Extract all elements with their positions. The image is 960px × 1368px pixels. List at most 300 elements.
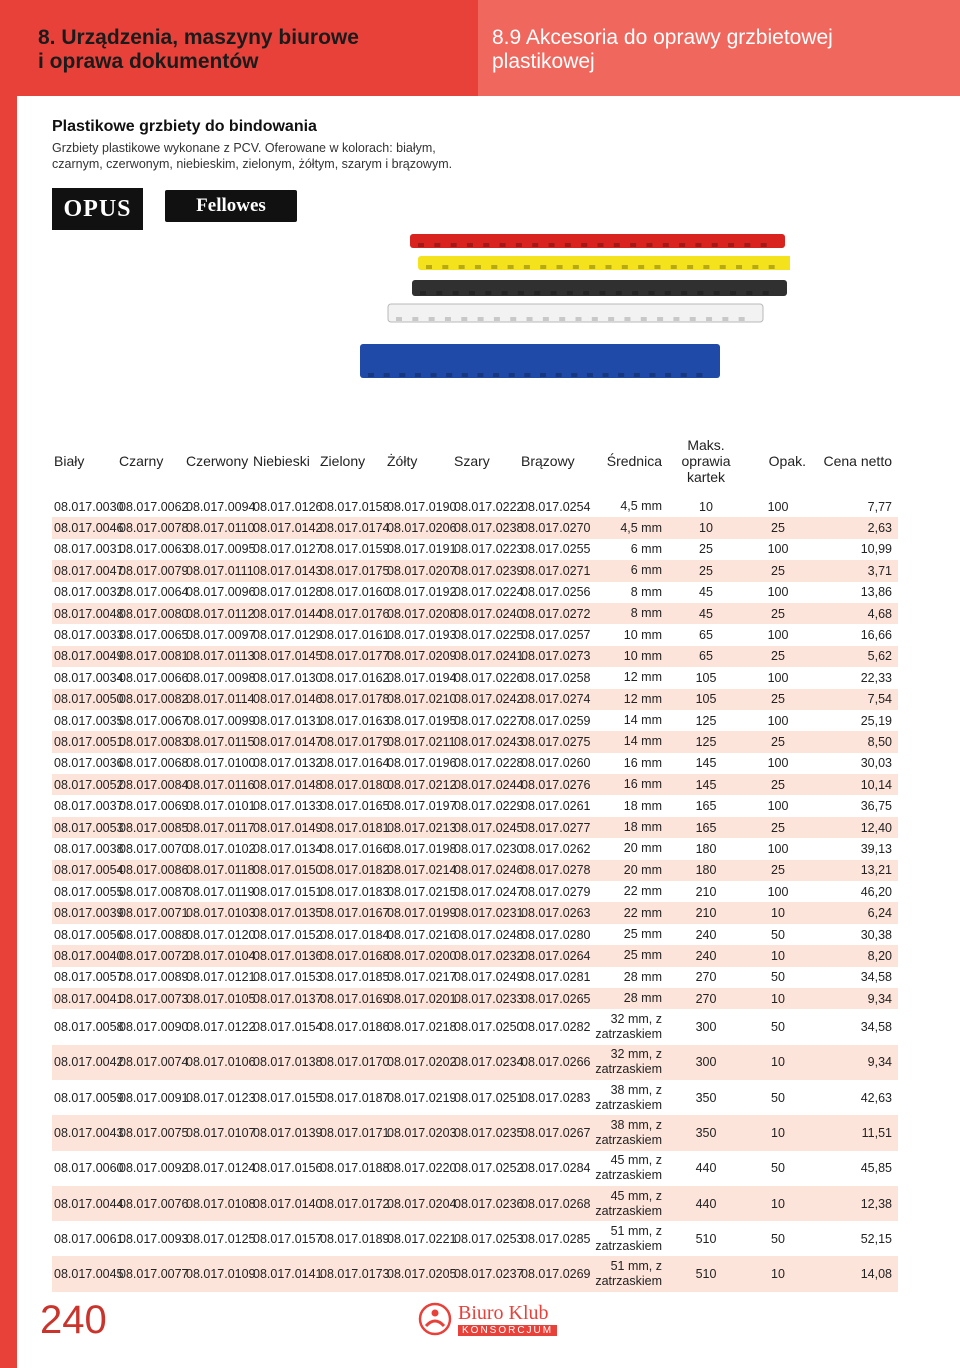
comb-tooth [453,291,459,295]
table-cell: 08.017.0235 [454,1125,524,1140]
table-cell: 08.017.0223 [454,542,524,557]
table-cell: 25 [771,734,785,749]
table-cell: 08.017.0198 [387,841,457,856]
table-row [52,539,898,560]
comb-tooth [549,243,555,247]
table-cell: 08.017.0122 [186,1020,256,1035]
table-cell: 13,86 [860,585,892,600]
table-cell: 65 [699,628,713,643]
table-cell: 25 mm [623,948,662,963]
table-cell: 08.017.0108 [186,1196,256,1211]
table-cell: 08.017.0270 [521,521,591,536]
table-cell: 08.017.0249 [454,970,524,985]
table-cell: 08.017.0149 [253,820,323,835]
table-cell: 08.017.0232 [454,948,524,963]
table-cell: 25 [771,563,785,578]
subsection-header [478,0,960,96]
table-cell: 28 mm [623,969,662,984]
table-cell: 08.017.0182 [320,863,390,878]
comb-tooth [445,317,451,321]
table-cell: 08.017.0128 [253,585,323,600]
comb-tooth [632,291,638,295]
table-cell: 10 [771,906,785,921]
table-cell: 08.017.0255 [521,542,591,557]
column-header: Brązowy [521,453,575,469]
table-cell: 08.017.0185 [320,970,390,985]
table-cell: 08.017.0076 [119,1196,189,1211]
table-cell: 08.017.0150 [253,863,323,878]
table-cell: 08.017.0109 [186,1267,256,1282]
table-cell: 08.017.0137 [253,991,323,1006]
table-body [52,496,898,1292]
table-cell: 08.017.0123 [186,1090,256,1105]
comb-tooth [744,243,750,247]
table-row [52,753,898,774]
table-cell: 08.017.0206 [387,521,457,536]
comb-tooth [532,243,538,247]
comb-tooth [606,265,612,269]
table-cell: 08.017.0045 [54,1267,124,1282]
table-cell: 08.017.0187 [320,1090,390,1105]
comb-tooth [567,291,573,295]
table-cell: 08.017.0113 [186,649,255,664]
opus-logo [52,188,143,230]
table-cell: 7,54 [867,692,892,707]
table-cell: 08.017.0094 [186,499,256,514]
table-cell: 08.017.0058 [54,1020,124,1035]
table-cell: 08.017.0078 [119,521,189,536]
table-cell: 08.017.0202 [387,1055,457,1070]
table-row [52,496,898,517]
table-cell: 08.017.0201 [387,991,457,1006]
table-cell: 08.017.0212 [387,777,457,792]
comb-tooth [396,317,402,321]
column-header: Biały [54,453,85,469]
table-cell: 08.017.0211 [387,734,456,749]
table-row [52,603,898,624]
comb-tooth [462,373,468,377]
table-cell: 28 mm [623,991,662,1006]
table-cell: 08.017.0152 [253,927,323,942]
table-cell: 8 mm [630,584,662,599]
table-header [52,426,898,496]
table-cell: 08.017.0222 [454,499,524,514]
table-cell: 08.017.0116 [186,777,255,792]
table-cell: 440 [695,1161,717,1176]
comb-tooth [722,317,728,321]
table-cell: 165 [695,799,717,814]
comb-tooth [434,243,440,247]
comb-tooth [712,243,718,247]
left-margin-strip [0,96,17,1368]
table-cell: 08.017.0099 [186,713,256,728]
comb-tooth [679,243,685,247]
table-cell: 22 mm [623,905,662,920]
table-cell: 25 [771,863,785,878]
table-cell: 08.017.0082 [119,692,189,707]
comb-tooth [646,243,652,247]
table-cell: 08.017.0155 [253,1090,323,1105]
table-cell: 50 [771,1231,785,1246]
table-cell: 08.017.0051 [54,734,124,749]
table-cell: 105 [695,692,717,707]
table-cell: 08.017.0188 [320,1161,390,1176]
comb-tooth [540,265,546,269]
table-cell: 08.017.0039 [54,906,124,921]
table-cell: 100 [767,628,789,643]
table-cell: 100 [767,884,789,899]
table-cell: 08.017.0041 [54,991,124,1006]
table-cell: 08.017.0205 [387,1267,457,1282]
table-cell: 08.017.0163 [320,713,390,728]
comb-tooth [618,373,624,377]
product-description: Grzbiety plastikowe wykonane z PCV. Oferowane w kolorach: białym, czarnym, czerwonym, niebieskim, zielonym, żółtym, szarym i brązowym. [52,141,453,171]
table-cell: 08.017.0248 [454,927,524,942]
table-cell: 6,24 [867,906,892,921]
table-cell: 08.017.0194 [387,670,457,685]
table-cell: 12,38 [860,1196,892,1211]
table-cell: 08.017.0095 [186,542,256,557]
table-cell: 08.017.0047 [54,563,124,578]
table-cell: 08.017.0176 [320,606,390,621]
comb-tooth [746,291,752,295]
table-cell: 08.017.0057 [54,970,124,985]
table-cell: 08.017.0213 [387,820,457,835]
table-cell: 08.017.0158 [320,499,390,514]
table-cell: 08.017.0278 [521,863,591,878]
comb-tooth [752,265,758,269]
table-cell: 08.017.0154 [253,1020,323,1035]
comb-tooth [384,373,390,377]
table-cell: 100 [767,585,789,600]
table-cell: 08.017.0104 [186,948,256,963]
table-row [52,1115,898,1150]
table-cell: 08.017.0069 [119,799,189,814]
comb-tooth [540,373,546,377]
table-cell: 08.017.0192 [387,585,457,600]
comb-tooth [634,373,640,377]
table-cell: 08.017.0226 [454,670,524,685]
table-cell: 08.017.0227 [454,713,524,728]
table-cell: 08.017.0237 [454,1267,524,1282]
price-table [52,426,898,1292]
table-cell: 08.017.0251 [454,1090,524,1105]
table-cell: 08.017.0170 [320,1055,390,1070]
table-cell: 08.017.0177 [320,649,390,664]
comb-tooth [478,317,484,321]
comb-tooth [446,373,452,377]
table-cell: 240 [695,927,717,942]
table-cell: 08.017.0216 [387,927,457,942]
table-cell: 08.017.0189 [320,1231,390,1246]
table-cell: 08.017.0134 [253,841,323,856]
table-cell: 510 [695,1267,717,1282]
binding-comb-strip [418,256,790,270]
table-row [52,1080,898,1115]
comb-tooth [412,317,418,321]
table-cell: 08.017.0200 [387,948,457,963]
table-row [52,1009,898,1044]
table-cell: 42,63 [860,1090,892,1105]
comb-tooth [690,317,696,321]
table-cell: 25 [771,649,785,664]
table-cell: 350 [695,1125,717,1140]
table-cell: 25 [771,777,785,792]
table-cell: 08.017.0142 [253,521,323,536]
comb-tooth [557,265,563,269]
comb-tooth [556,373,562,377]
table-cell: 08.017.0234 [454,1055,524,1070]
table-cell: 25 [699,563,713,578]
table-cell: 08.017.0252 [454,1161,524,1176]
table-cell: 08.017.0048 [54,606,124,621]
comb-tooth [426,265,432,269]
table-cell: 12 mm [623,691,662,706]
table-cell: 08.017.0258 [521,670,591,685]
comb-tooth [436,291,442,295]
table-cell: 2,63 [867,521,892,536]
table-row [52,1045,898,1080]
comb-tooth [429,317,435,321]
comb-tooth [475,265,481,269]
table-cell: 08.017.0231 [454,906,524,921]
table-cell: 08.017.0256 [521,585,591,600]
comb-tooth [614,243,620,247]
table-row [52,646,898,667]
table-cell: 22 mm [623,884,662,899]
column-header: Żółty [387,453,418,469]
comb-tooth [736,265,742,269]
table-cell: 08.017.0243 [454,734,524,749]
table-cell: 10 [771,1196,785,1211]
table-cell: 08.017.0105 [186,991,256,1006]
table-cell: 08.017.0262 [521,841,591,856]
table-cell: 08.017.0126 [253,499,323,514]
table-cell: 270 [695,970,717,985]
table-cell: 08.017.0229 [454,799,524,814]
table-cell: 11,51 [861,1125,892,1140]
table-cell: 100 [767,756,789,771]
table-cell: 5,62 [867,649,892,664]
table-cell: 08.017.0147 [253,734,323,749]
comb-tooth [500,243,506,247]
comb-tooth [616,291,622,295]
table-cell: 08.017.0263 [521,906,591,921]
comb-tooth [527,317,533,321]
table-row [52,560,898,581]
table-cell: 08.017.0143 [253,563,323,578]
comb-tooth [524,265,530,269]
table-cell: 08.017.0062 [119,499,189,514]
comb-tooth [730,291,736,295]
comb-tooth [461,317,467,321]
table-cell: 34,58 [860,1020,892,1035]
table-cell: 08.017.0070 [119,841,189,856]
table-cell: 50 [771,1090,785,1105]
comb-tooth [516,243,522,247]
comb-tooth [502,291,508,295]
table-cell: 100 [767,499,789,514]
table-cell: 08.017.0050 [54,692,124,707]
table-cell: 08.017.0084 [119,777,189,792]
table-cell: 08.017.0055 [54,884,124,899]
table-cell: 08.017.0228 [454,756,524,771]
comb-tooth [720,265,726,269]
table-cell: 240 [695,948,717,963]
table-cell: 08.017.0225 [454,628,524,643]
comb-tooth [600,291,606,295]
product-title: Plastikowe grzbiety do bindowania [52,118,317,135]
table-cell: 08.017.0279 [521,884,591,899]
table-cell: 08.017.0089 [119,970,189,985]
comb-tooth [695,243,701,247]
table-cell: 08.017.0239 [454,563,524,578]
table-row [52,945,898,966]
table-cell: 08.017.0230 [454,841,524,856]
table-cell: 08.017.0282 [521,1020,591,1035]
table-cell: 08.017.0178 [320,692,390,707]
table-cell: 08.017.0063 [119,542,189,557]
table-cell: 08.017.0043 [54,1125,124,1140]
table-cell: 08.017.0114 [186,692,255,707]
table-cell: 165 [695,820,717,835]
table-cell: 08.017.0093 [119,1231,189,1246]
comb-tooth [587,373,593,377]
table-row [52,881,898,902]
table-cell: 08.017.0169 [320,991,390,1006]
subsection-title: 8.9 Akcesoria do oprawy grzbietowej plastikowej [492,26,833,73]
comb-tooth [485,291,491,295]
table-cell: 08.017.0032 [54,585,124,600]
table-cell: 08.017.0267 [521,1125,591,1140]
comb-tooth [442,265,448,269]
table-cell: 08.017.0166 [320,841,390,856]
table-row [52,689,898,710]
table-cell: 08.017.0165 [320,799,390,814]
table-cell: 08.017.0285 [521,1231,591,1246]
table-cell: 08.017.0240 [454,606,524,621]
table-cell: 08.017.0119 [186,884,255,899]
table-cell: 08.017.0118 [186,863,255,878]
table-cell: 08.017.0219 [387,1090,457,1105]
table-cell: 08.017.0156 [253,1161,323,1176]
product-intro [52,118,472,172]
table-cell: 08.017.0053 [54,820,124,835]
column-header: Opak. [768,453,806,469]
comb-tooth [696,373,702,377]
column-header: Czerwony [186,453,249,469]
table-cell: 08.017.0096 [186,585,256,600]
comb-tooth [509,373,515,377]
table-cell: 08.017.0277 [521,820,591,835]
comb-tooth [603,373,609,377]
table-cell: 300 [695,1020,717,1035]
biuro-klub-logo [418,1302,557,1336]
table-cell: 08.017.0036 [54,756,124,771]
column-header: Maks. oprawia kartek [681,437,731,485]
table-cell: 50 [771,970,785,985]
table-cell: 08.017.0275 [521,734,591,749]
table-cell: 08.017.0151 [253,884,323,899]
table-row [52,838,898,859]
table-cell: 14 mm [623,713,662,728]
table-cell: 300 [695,1055,717,1070]
table-cell: 16 mm [623,755,662,770]
table-cell: 08.017.0218 [387,1020,457,1035]
comb-tooth [420,291,426,295]
comb-tooth [576,317,582,321]
table-cell: 45 [699,585,713,600]
table-cell: 270 [695,991,717,1006]
comb-tooth [657,317,663,321]
opus-logo-text: OPUS [63,195,132,222]
table-cell: 08.017.0140 [253,1196,323,1211]
comb-tooth [477,373,483,377]
table-cell: 08.017.0112 [186,606,255,621]
comb-tooth [399,373,405,377]
table-cell: 08.017.0221 [387,1231,457,1246]
table-cell: 08.017.0081 [119,649,189,664]
table-cell: 08.017.0250 [454,1020,524,1035]
table-cell: 25 [771,820,785,835]
table-cell: 08.017.0066 [119,670,189,685]
comb-tooth [761,243,767,247]
table-cell: 3,71 [867,563,892,578]
table-cell: 10 mm [623,648,662,663]
table-cell: 08.017.0146 [253,692,323,707]
table-cell: 08.017.0145 [253,649,323,664]
table-cell: 08.017.0181 [320,820,390,835]
table-cell: 08.017.0120 [186,927,256,942]
table-cell: 10 [699,521,713,536]
table-cell: 510 [695,1231,717,1246]
table-cell: 08.017.0110 [186,521,255,536]
table-cell: 08.017.0254 [521,499,591,514]
comb-tooth [508,265,514,269]
table-cell: 08.017.0172 [320,1196,390,1211]
table-cell: 08.017.0059 [54,1090,124,1105]
table-cell: 08.017.0136 [253,948,323,963]
table-cell: 10 [771,1125,785,1140]
table-cell: 125 [695,734,717,749]
table-cell: 45 mm, z zatrzaskiem [595,1153,662,1183]
table-cell: 08.017.0044 [54,1196,124,1211]
comb-tooth [510,317,516,321]
table-cell: 08.017.0197 [387,799,457,814]
table-cell: 08.017.0184 [320,927,390,942]
table-cell: 10,14 [860,777,892,792]
table-cell: 25 [771,521,785,536]
comb-tooth [543,317,549,321]
table-row [52,731,898,752]
table-cell: 08.017.0179 [320,734,390,749]
table-cell: 08.017.0190 [387,499,457,514]
table-cell: 08.017.0088 [119,927,189,942]
table-cell: 08.017.0052 [54,777,124,792]
table-row [52,710,898,731]
table-cell: 08.017.0261 [521,799,591,814]
table-row [52,1221,898,1256]
table-cell: 08.017.0072 [119,948,189,963]
table-cell: 08.017.0247 [454,884,524,899]
comb-tooth [641,317,647,321]
table-cell: 08.017.0060 [54,1161,124,1176]
table-cell: 08.017.0085 [119,820,189,835]
table-cell: 10 [699,499,713,514]
comb-tooth [687,265,693,269]
table-cell: 08.017.0132 [253,756,323,771]
comb-tooth [681,291,687,295]
